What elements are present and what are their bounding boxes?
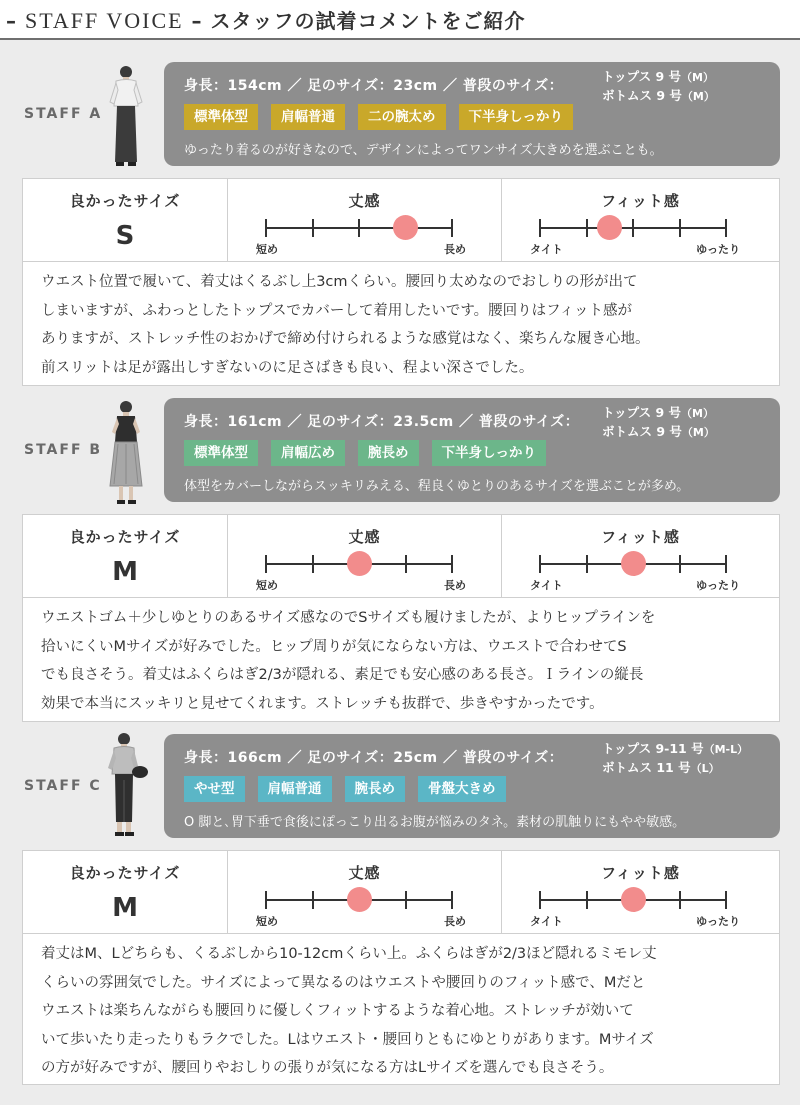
review-line: ウエストは楽ちんながらも腰回りに優しくフィットするような着心地。ストレッチが効いて [41,1003,634,1019]
scale-tick [586,219,588,237]
good-size-cell [23,179,228,261]
body-type-tags [184,776,519,802]
size-top: トップス 9-11 号 [602,741,704,756]
staff-c-section [0,734,800,1094]
length-scale [256,549,466,592]
fit-scale [530,885,740,928]
body-tag: 肩幅普通 [258,776,332,802]
length-marker [347,887,372,912]
usual-size [602,740,748,778]
body-tag: 二の腕太め [358,104,446,130]
size-bottom-note: （L） [690,762,720,775]
review-line: しまいますが、ふわっとしたトップスでカバーして着用したいです。腰回りはフィット感が [41,302,633,319]
profile-measurements: 身長：154cm ／ 足のサイズ：23cm ／ 普段のサイズ： [184,78,564,94]
size-evaluation-table [22,514,780,598]
good-size-value: M [112,557,138,587]
staff-profile-card [164,62,780,166]
profile-measurements: 身長：161cm ／ 足のサイズ：23.5cm ／ 普段のサイズ： [184,414,580,430]
review-line: 着丈はM、Lどちらも、くるぶしから10-12cmくらい上。ふくらはぎが2/3ほど隠れるミモレ丈 [41,946,657,962]
fit-title: フィット感 [601,864,680,882]
length-cell [228,179,502,261]
review-line: 効果で本当にスッキリと見せてくれます。ストレッチも抜群で、歩きやすかったです。 [41,695,604,712]
body-type-tags [184,440,559,466]
scale-tick [405,555,407,573]
review-line: ウエスト位置で履いて、着丈はくるぶし上3cmくらい。腰回り太めなのでおしりの形が出て [41,274,638,290]
review-line: でも良さそう。着丈はふくらはぎ2/3が隠れる、素足でも安心感のある長さ。Ｉラインの縦長 [41,667,644,683]
scale-label-short: 短め [256,243,278,256]
staff-a-photo [104,62,152,172]
staff-figure-icon [104,730,152,840]
scale-label-short: 短め [256,579,278,592]
scale-tick [358,219,360,237]
staff-label: STAFF A [24,106,103,122]
scale-tick [725,891,727,909]
good-size-title: 良かったサイズ [69,864,181,882]
staff-comment: ゆったり着るのが好きなので、デザインによってワンサイズ大きめを選ぶことも。 [184,143,663,158]
scale-tick [451,219,453,237]
scale-tick [451,555,453,573]
staff-profile-card [164,734,780,838]
staff-label: STAFF B [24,442,103,458]
scale-tick [312,219,314,237]
scale-tick [312,891,314,909]
length-cell [228,851,502,933]
page-title [6,5,526,34]
good-size-cell [23,515,228,597]
scale-tick [265,219,267,237]
scale-label-long: 長め [444,579,466,592]
size-top-note: （M） [681,407,714,420]
scale-tick [405,891,407,909]
staff-figure-icon [104,62,152,172]
fit-title: フィット感 [601,528,680,546]
usual-size [602,404,715,442]
good-size-cell [23,851,228,933]
body-tag: 骨盤大きめ [418,776,506,802]
fit-cell [502,851,779,933]
review-line: くらいの雰囲気でした。サイズによって異なるのはウエストや腰回りのフィット感で、Mだと [41,974,646,991]
scale-tick [586,891,588,909]
fit-marker [597,215,622,240]
scale-tick [451,891,453,909]
body-tag: 腕長め [358,440,419,466]
good-size-title: 良かったサイズ [69,528,181,546]
scale-tick [539,555,541,573]
review-line: 拾いにくいMサイズが好みでした。ヒップ周りが気にならない方は、ウエストで合わせてS [41,638,627,655]
good-size-title: 良かったサイズ [69,192,181,210]
scale-label-loose: ゆったり [696,243,740,256]
review-line: の方が好みですが、腰回りやおしりの張りが気になる方はLサイズを選んでも良さそう。 [41,1060,614,1076]
length-marker [393,215,418,240]
fit-marker [621,551,646,576]
size-top: トップス 9 号 [602,405,682,420]
review-line: いて歩いたり走ったりもラクでした。Lはウエスト・腰回りともにゆとりがあります。Mサイズ [41,1031,654,1048]
length-title: 丈感 [348,864,381,882]
scale-tick [265,891,267,909]
length-cell [228,515,502,597]
body-tag: 腕長め [345,776,406,802]
staff-c-photo [104,730,152,840]
fit-cell [502,515,779,597]
body-type-tags [184,104,586,130]
scale-label-tight: タイト [530,243,563,256]
profile-measurements: 身長：166cm ／ 足のサイズ：25cm ／ 普段のサイズ： [184,750,564,766]
good-size-value: M [112,893,138,923]
scale-tick [265,555,267,573]
fit-title: フィット感 [601,192,680,210]
fit-marker [621,887,646,912]
scale-tick [586,555,588,573]
length-title: 丈感 [348,192,381,210]
scale-label-tight: タイト [530,579,563,592]
review-line: 前スリットは足が露出しすぎないのに足さばきも良い、程よい深さでした。 [41,359,534,376]
scale-label-loose: ゆったり [696,915,740,928]
staff-figure-icon [104,398,152,508]
body-tag: 標準体型 [184,440,258,466]
title-dash: – [183,9,211,33]
good-size-value: S [115,221,135,251]
title-en: STAFF VOICE [24,8,184,33]
staff-review [22,597,780,722]
staff-profile-card [164,398,780,502]
fit-cell [502,179,779,261]
body-tag: 肩幅普通 [271,104,345,130]
scale-tick [725,219,727,237]
scale-tick [312,555,314,573]
size-bottom: ボトムス 9 号 [602,88,682,103]
scale-label-long: 長め [444,243,466,256]
size-bottom-note: （M） [681,426,715,439]
staff-label: STAFF C [24,778,102,794]
size-top: トップス 9 号 [602,69,682,84]
body-tag: 肩幅広め [271,440,345,466]
scale-tick [539,219,541,237]
scale-tick [632,219,634,237]
size-top-note: （M） [681,71,714,84]
scale-label-short: 短め [256,915,278,928]
title-ja: スタッフの試着コメントをご紹介 [210,9,526,33]
body-tag: 下半身しっかり [459,104,574,130]
size-bottom-note: （M） [681,90,715,103]
size-top-note: （M-L） [703,743,749,756]
length-title: 丈感 [348,528,381,546]
staff-comment: O 脚と､胃下垂で食後にぽっこり出るお腹が悩みのタネ。素材の肌触りにもやや敏感。 [184,815,686,830]
scale-tick [679,555,681,573]
usual-size [602,68,715,106]
body-tag: 標準体型 [184,104,258,130]
size-evaluation-table [22,178,780,262]
review-line: ありますが、ストレッチ性のおかげで締め付けられるような感覚はなく、楽ちんな履き心地。 [41,331,650,347]
staff-review [22,261,780,386]
body-tag: 下半身しっかり [432,440,547,466]
size-bottom: ボトムス 9 号 [602,424,682,439]
scale-tick [679,891,681,909]
size-bottom: ボトムス 11 号 [602,760,691,775]
body-tag: やせ型 [184,776,245,802]
scale-tick [679,219,681,237]
fit-scale [530,549,740,592]
scale-tick [539,891,541,909]
title-dash-left: – [6,9,25,33]
length-marker [347,551,372,576]
length-scale [256,885,466,928]
staff-b-section [0,398,800,728]
review-line: ウエストゴム＋少しゆとりのあるサイズ感なのでSサイズも履けましたが、よりヒップラインを [41,610,656,626]
length-scale [256,213,466,256]
fit-scale [530,213,740,256]
staff-b-photo [104,398,152,508]
staff-comment: 体型をカバーしながらスッキリみえる、程良くゆとりのあるサイズを選ぶことが多め。 [184,479,690,494]
staff-review [22,933,780,1085]
page-header [0,0,800,40]
scale-tick [725,555,727,573]
scale-label-tight: タイト [530,915,563,928]
scale-label-loose: ゆったり [696,579,740,592]
size-evaluation-table [22,850,780,934]
scale-label-long: 長め [444,915,466,928]
staff-a-section [0,62,800,392]
